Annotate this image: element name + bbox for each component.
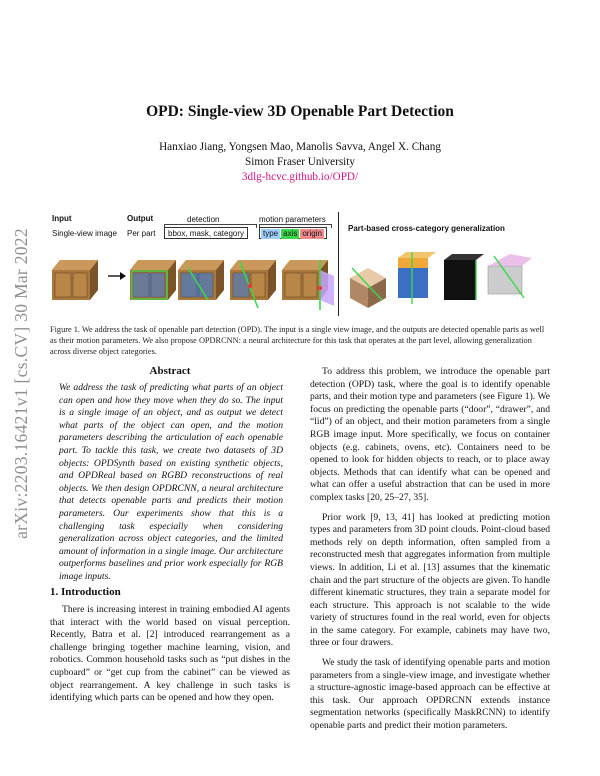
authors: Hanxiao Jiang, Yongsen Mao, Manolis Savva, Angel X. Chang xyxy=(159,141,441,153)
right-paragraph-1: To address this problem, we introduce the openable part detection (OPD) task, where the goal is to identify openable parts, and their motion type and parameters (see Figure 1). We focus on predicting the openable parts (“door”, “drawer”, and “lid”) of an object, and their motion parameters from a single RGB image input. More specifically, we focus on container objects (e.g. cabinets, ovens, etc). Containers need to be opened to look for hidden objects to reach, or to place away objects. Methods that can identify what can be opened and what can offer a useful abstraction that can be used in more complex tasks [20, 25–27, 35]. xyxy=(310,366,550,503)
fig-motion-label: motion parameters xyxy=(259,215,326,224)
detection-desc: bbox, mask, category xyxy=(168,229,245,238)
abstract-text: We address the task of predicting what parts of an object can open and how they move when they do so. The input is a single image of an object, and as output we detect what parts of the object can open, and the motion parameters describing the articulation of each openable part. To tackle this task, we create two datasets of 3D objects: OPDSynth based on existing synthetic objects, and OPDReal based on RGBD reconstructions of real objects. We then design OPDRCNN, a neural architecture that detects openable parts and predicts their motion parameters. Our experiments show that this is a challenging task especially when considering generalization across object categories, and the limited amount of information in a single image. Our architecture outperforms baselines and prior work especially for RGB image inputs. xyxy=(59,382,283,582)
generalization-blue-object xyxy=(398,252,436,304)
intro-heading: 1. Introduction xyxy=(50,586,121,598)
fig-output-desc: Per part xyxy=(127,229,156,238)
right-paragraph-2: Prior work [9, 13, 41] has looked at predicting motion types and parameters from 3D point clouds. Point-cloud based methods rely on depth information, often sampled from a reconstructed mesh that aggregates information from multiple views. In addition, Li et al. [13] assumes that the kinematic chain and the part structure of the objects are given. To handle different kinematic structures, they train a separate model for each structure. This approach is not scalable to the wide variety of structures found in the real world, even for objects in the same category. For example, cabinets may have two, three or four drawers. xyxy=(310,511,550,649)
paper-title: OPD: Single-view 3D Openable Part Detection xyxy=(146,103,454,120)
tag-axis: axis xyxy=(283,229,298,238)
generalization-box-object xyxy=(350,268,386,308)
tag-origin: origin xyxy=(302,229,322,238)
generalization-pink-object xyxy=(488,254,532,298)
output-origin-image xyxy=(282,260,334,310)
output-detection-image xyxy=(130,260,176,300)
input-cabinet-image xyxy=(52,260,98,300)
figure-1 xyxy=(50,210,550,318)
right-column xyxy=(310,366,550,740)
fig-output-label: Output xyxy=(127,214,154,223)
affiliation: Simon Fraser University xyxy=(244,156,355,168)
output-axis-image xyxy=(230,260,276,308)
fig-input-desc: Single-view image xyxy=(52,229,117,238)
output-mask-image xyxy=(178,260,224,300)
author-block xyxy=(0,140,600,185)
arrow-icon xyxy=(108,272,126,280)
arxiv-stamp xyxy=(4,198,38,568)
fig-input-label: Input xyxy=(52,214,72,223)
project-url-link[interactable]: 3dlg-hcvc.github.io/OPD/ xyxy=(241,171,359,183)
intro-paragraph-1: There is increasing interest in training embodied AI agents that interact with the world based on visual perception. Recently, Batra et al. [2] introduced rearrangement as a challenge bringing together machine learning, vision, and robotics. Common household tasks such as “put dishes in the cupboard” or “get cup from the cabinet” can be viewed as object rearrangement. A key challenge in such tasks is identifying which parts can be opened and how they open. xyxy=(50,604,290,704)
figure-caption: Figure 1. We address the task of openable part detection (OPD). The input is a single view image, and the outputs are detected openable parts as well as their motion parameters. We also propose OPDRCNN: a neural architecture for this task that operates at the part level, allowing generalization across diverse object categories. xyxy=(50,325,545,356)
arxiv-id: arXiv:2203.16421v1 [cs.CV] 30 Mar 2022 xyxy=(10,227,31,539)
generalization-black-object xyxy=(444,254,484,300)
right-paragraph-3: We study the task of identifying openable parts and motion parameters from a single-view image, and investigate whether a structure-agnostic image-based approach can be effective at this task. Our approach OPDRCNN extends instance segmentation networks (specifically MaskRCNN) to identify openable parts and predict their motion parameters. xyxy=(310,657,550,732)
fig-generalization-label: Part-based cross-category generalization xyxy=(348,224,505,233)
fig-detection-label: detection xyxy=(187,215,220,224)
abstract-heading: Abstract xyxy=(149,365,191,377)
figure-illustrations xyxy=(50,210,550,318)
intro-column xyxy=(50,604,290,712)
tag-type: type xyxy=(263,229,279,238)
